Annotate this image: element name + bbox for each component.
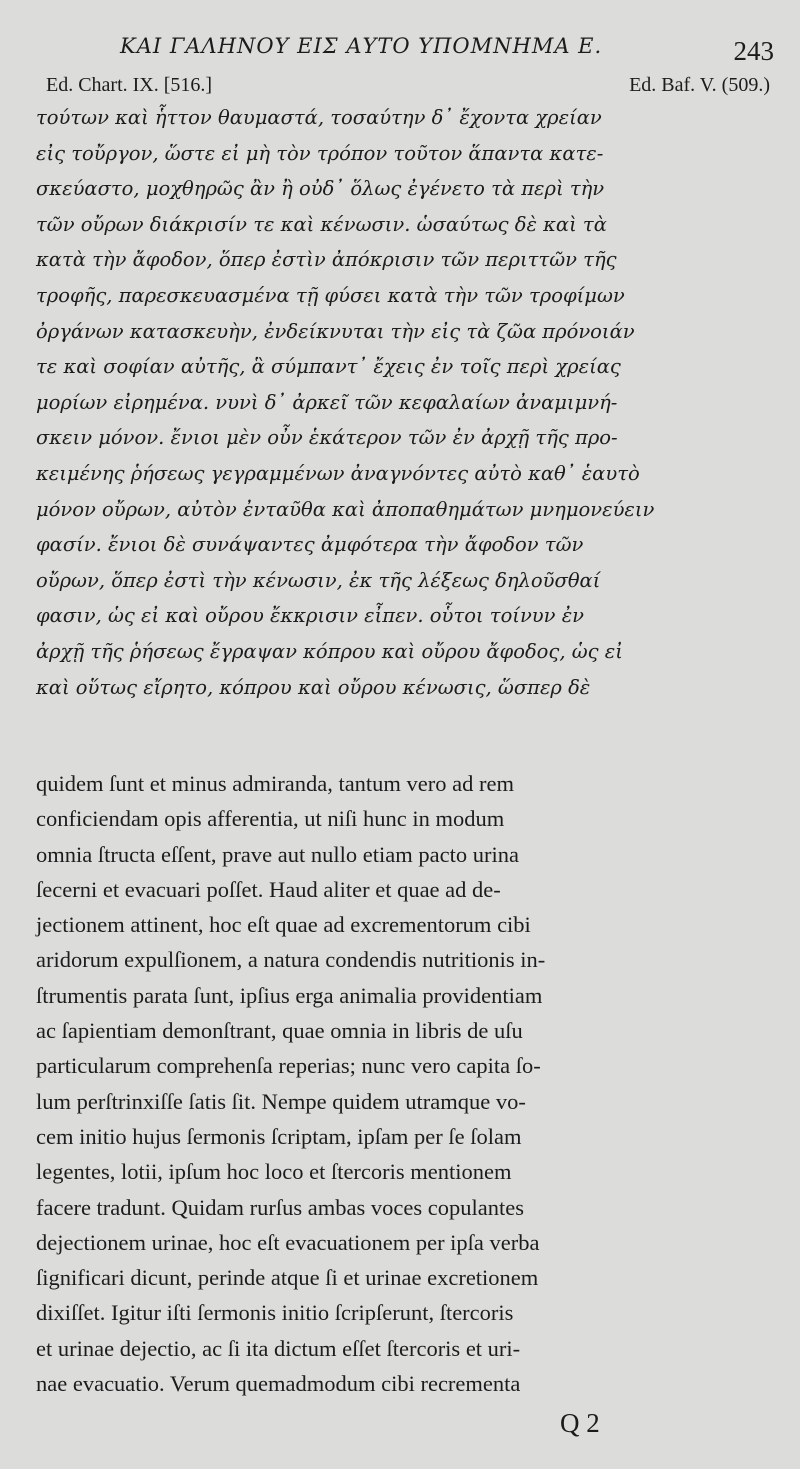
latin-text-line: ſtrumentis parata ſunt, ipſius erga animalia providentiam <box>36 982 543 1008</box>
latin-text-line: dixiſſet. Igitur iſti ſermonis initio ſcripſerunt, ſtercoris <box>36 1300 514 1326</box>
greek-text-line: σκειν μόνον. ἔνιοι μὲν οὖν ἑκάτερον τῶν ἐν ἀρχῇ τῆς προ- <box>36 426 618 450</box>
latin-text-line: ſignificari dicunt, perinde atque ſi et urinae excretionem <box>36 1265 539 1291</box>
running-head: ΚΑΙ ΓΑΛΗΝΟΥ ΕΙΣ ΑΥΤΟ ΥΠΟΜΝΗΜΑ Ε. <box>120 34 603 58</box>
greek-text-line: ἀρχῇ τῆς ῥήσεως ἔγραψαν κόπρου καὶ οὔρου ἄφοδος, ὡς εἰ <box>36 639 623 663</box>
latin-text-line: omnia ſtructa eſſent, prave aut nullo etiam pacto urina <box>36 841 519 867</box>
greek-text-line: οὔρων, ὅπερ ἐστὶ τὴν κένωσιν, ἐκ τῆς λέξεως δηλοῦσθαί <box>36 568 601 592</box>
latin-text-line: particularum comprehenſa reperias; nunc vero capita ſo- <box>36 1053 541 1079</box>
greek-text-block <box>36 100 766 705</box>
greek-text-line: τῶν οὔρων διάκρισίν τε καὶ κένωσιν. ὡσαύτως δὲ καὶ τὰ <box>36 212 607 236</box>
latin-text-line: jectionem attinent, hoc eſt quae ad excrementorum cibi <box>36 912 531 938</box>
latin-text-line: conficiendam opis afferentia, ut niſi hunc in modum <box>36 806 505 832</box>
greek-text-line: καὶ οὕτως εἴρητο, κόπρου καὶ οὔρου κένωσις, ὥσπερ δὲ <box>36 675 591 699</box>
greek-text-line: κατὰ τὴν ἄφοδον, ὅπερ ἐστὶν ἀπόκρισιν τῶν περιττῶν τῆς <box>36 248 617 272</box>
latin-text-line: cem initio hujus ſermonis ſcriptam, ipſam per ſe ſolam <box>36 1123 522 1149</box>
latin-text-line: nae evacuatio. Verum quemadmodum cibi recrementa <box>36 1371 521 1397</box>
latin-text-line: quidem ſunt et minus admiranda, tantum vero ad rem <box>36 771 515 796</box>
greek-text-line: κειμένης ῥήσεως γεγραμμένων ἀναγνόντες αὐτὸ καθ᾽ ἑαυτὸ <box>36 461 640 485</box>
edition-reference-chart: Ed. Chart. IX. [516.] <box>46 74 213 96</box>
greek-text-line: εἰς τοὔργον, ὥστε εἰ μὴ τὸν τρόπον τοῦτον ἅπαντα κατε- <box>36 141 604 165</box>
greek-text-line: τούτων καὶ ἧττον θαυμαστά, τοσαύτην δ᾽ ἔχοντα χρείαν <box>36 106 602 129</box>
page-number: 243 <box>733 36 774 66</box>
latin-text-block <box>36 766 766 1401</box>
greek-text-line: ὀργάνων κατασκευὴν, ἐνδείκνυται τὴν εἰς τὰ ζῶα πρόνοιάν <box>36 319 635 343</box>
latin-text-line: facere tradunt. Quidam rurſus ambas voces copulantes <box>36 1194 524 1220</box>
signature-mark: Q 2 <box>560 1408 600 1438</box>
latin-text-line: ſecerni et evacuari poſſet. Haud aliter et quae ad de- <box>36 876 501 902</box>
greek-text-line: τε καὶ σοφίαν αὐτῆς, ἃ σύμπαντ᾽ ἔχεις ἐν τοῖς περὶ χρείας <box>36 355 621 379</box>
latin-text-line: et urinae dejectio, ac ſi ita dictum eſſet ſtercoris et uri- <box>36 1335 521 1361</box>
greek-text-line: φασίν. ἔνιοι δὲ συνάψαντες ἀμφότερα τὴν ἄφοδον τῶν <box>36 533 584 557</box>
greek-text-line: σκεύαστο, μοχθηρῶς ἂν ἢ οὐδ᾽ ὅλως ἐγένετο τὰ περὶ τὴν <box>36 177 605 201</box>
greek-text-line: μόνον οὔρων, αὐτὸν ἐνταῦθα καὶ ἀποπαθημάτων μνημονεύειν <box>36 497 655 521</box>
latin-text-line: legentes, lotii, ipſum hoc loco et ſtercoris mentionem <box>36 1159 512 1185</box>
latin-text-line: lum perſtrinxiſſe ſatis ſit. Nempe quidem utramque vo- <box>36 1088 526 1114</box>
greek-text-line: μορίων εἰρημένα. νυνὶ δ᾽ ἀρκεῖ τῶν κεφαλαίων ἀναμιμνή- <box>36 390 618 414</box>
edition-reference-basel: Ed. Baf. V. (509.) <box>629 74 770 96</box>
greek-text-line: φασιν, ὡς εἰ καὶ οὔρου ἔκκρισιν εἶπεν. οὗτοι τοίνυν ἐν <box>36 604 585 628</box>
latin-text-line: dejectionem urinae, hoc eſt evacuationem per ipſa verba <box>36 1229 540 1255</box>
latin-text-line: aridorum expulſionem, a natura condendis nutritionis in- <box>36 947 546 973</box>
greek-text-line: τροφῆς, παρεσκευασμένα τῇ φύσει κατὰ τὴν τῶν τροφίμων <box>36 283 625 307</box>
latin-text-line: ac ſapientiam demonſtrant, quae omnia in libris de uſu <box>36 1018 523 1044</box>
